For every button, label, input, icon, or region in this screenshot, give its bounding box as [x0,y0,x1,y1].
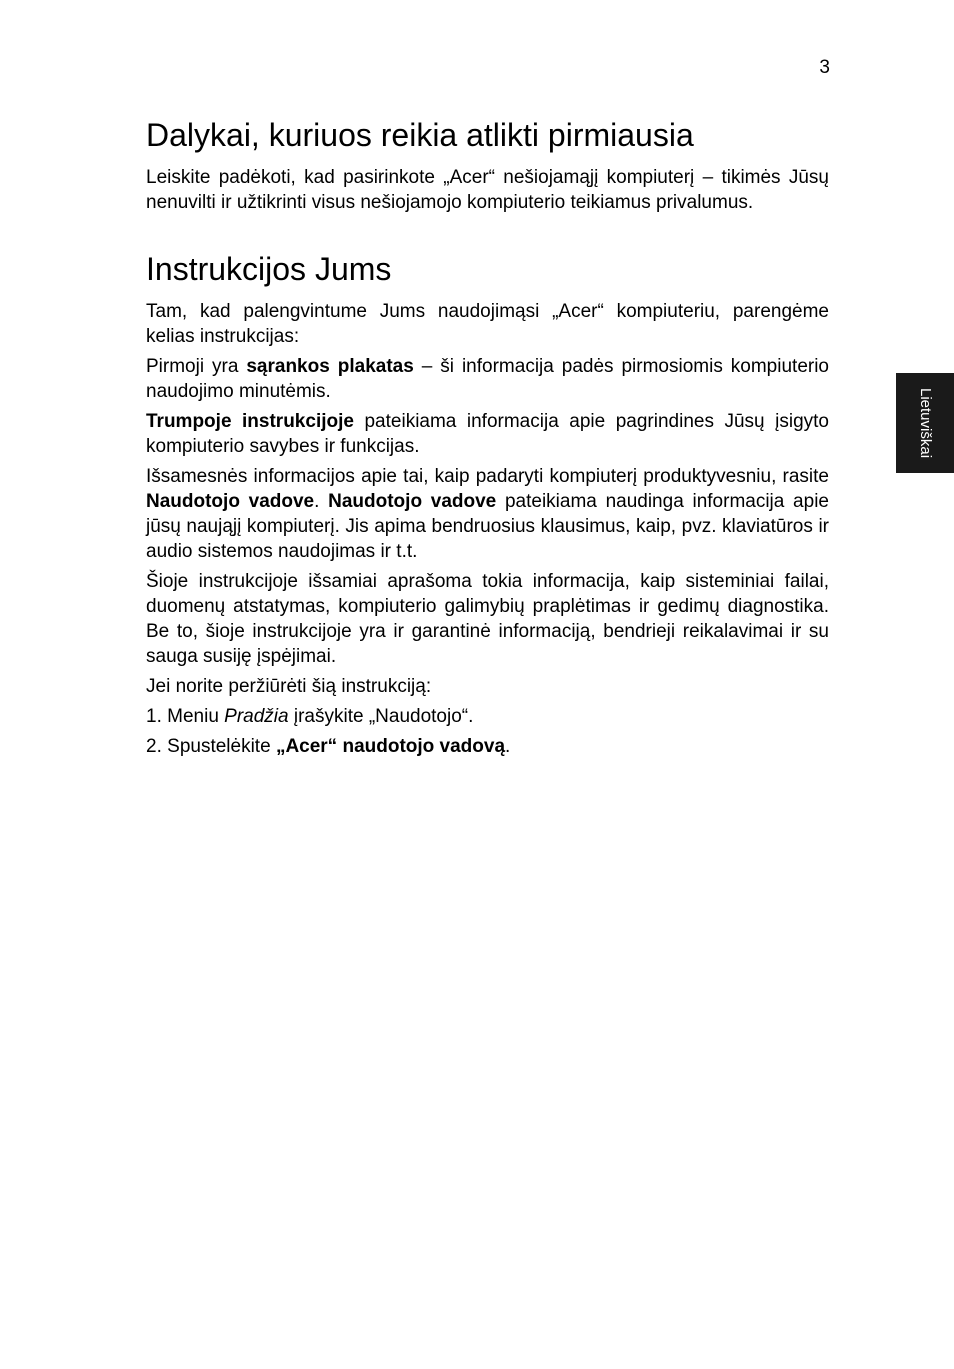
page-content [146,115,829,764]
text-run: – ši informacija padės pirmosiomis kompiuterio naudojimo minutėmis. [146,356,830,402]
language-tab-label: Lietuviškai [917,387,934,459]
steps-list [146,704,829,759]
step-number: 2. [146,736,162,757]
bold-user-guide: Naudotojo vadove [328,491,497,512]
page-number: 3 [819,57,830,78]
section-title-first-steps: Dalykai, kuriuos reikia atlikti pirmiausia [146,117,694,153]
text-run: . [314,491,329,512]
step-item [146,734,829,759]
step-item [146,704,829,729]
instructions-paragraph-3 [146,409,829,459]
text-run: Meniu [167,706,225,727]
bold-setup-poster: sąrankos plakatas [246,356,414,377]
text-run: Išsamesnės informacijos apie tai, kaip padaryti kompiuterį produktyvesniu, rasite [146,466,829,487]
bold-user-guide: Naudotojo vadove [146,491,315,512]
step-number: 1. [146,706,162,727]
text-run: įrašykite „Naudotojo“. [288,706,474,727]
italic-start-menu: Pradžia [224,706,289,727]
text-run: pateikiama naudinga informacija apie jūsų naująjį kompiuterį. Jis apima bendruosius klausimus, kaip, pvz. klaviatūros ir audio sistemos naudojimas ir t.t. [146,491,829,562]
intro-paragraph: Leiskite padėkoti, kad pasirinkote „Acer“ nešiojamąjį kompiuterį – tikimės Jūsų nenuvilti ir užtikrinti visus nešiojamojo kompiuterio teikiamus privalumus. [146,167,829,213]
bold-acer-user-guide: „Acer“ naudotojo vadovą [275,736,506,757]
instructions-paragraph-6: Jei norite peržiūrėti šią instrukciją: [146,676,432,697]
text-run: pateikiama informacija apie pagrindines Jūsų įsigyto kompiuterio savybes ir funkcijas. [146,411,829,457]
text-run: Pirmoji yra [146,356,247,377]
section-title-instructions: Instrukcijos Jums [146,251,392,287]
instructions-paragraph-1: Tam, kad palengvintume Jums naudojimąsi „Acer“ kompiuteriu, parengėme kelias instrukcijas: [146,301,829,347]
instructions-paragraph-2 [146,354,829,404]
text-run: Spustelėkite [167,736,276,757]
instructions-paragraph-5: Šioje instrukcijoje išsamiai aprašoma tokia informacija, kaip sisteminiai failai, duomenų atstatymas, kompiuterio galimybių praplėtimas ir gedimų diagnostika. Be to, šioje instrukcijoje yra ir garantinė informaciją, bendrieji reikalavimai ir su sauga susiję įspėjimai. [146,571,829,667]
text-run: . [505,736,511,757]
instructions-paragraph-4 [146,464,829,564]
bold-quick-guide: Trumpoje instrukcijoje [146,411,354,432]
language-tab [896,373,954,473]
